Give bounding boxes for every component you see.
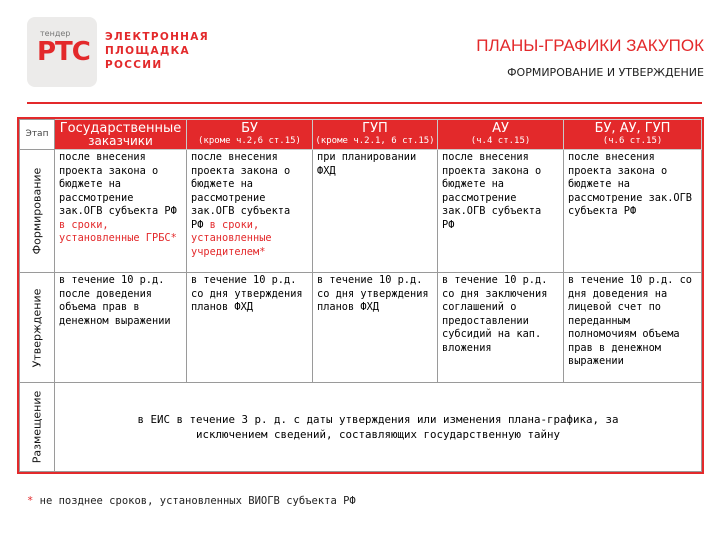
cell-formation-gup: при планировании ФХД: [313, 150, 438, 273]
cell-formation-bu: [187, 150, 313, 273]
column-header-sub: (ч.6 ст.15): [602, 135, 663, 146]
procurement-table: [17, 117, 704, 474]
stage-label-approval: Утверждение: [20, 273, 55, 383]
page-subtitle: ФОРМИРОВАНИЕ И УТВЕРЖДЕНИЕ: [507, 66, 704, 79]
column-header-main: БУ: [241, 120, 258, 136]
logo-small-text: тендер: [40, 29, 71, 38]
placement-text: в ЕИС в течение 3 р. д. с даты утверждения или изменения плана-графика, за исключением сведений, составляющих государственную тайну: [137, 413, 619, 441]
table-row-placement: [20, 383, 702, 472]
column-header-sub: (кроме ч.2,6 ст.15): [198, 135, 301, 146]
column-header-sub: (кроме ч.2.1, 6 ст.15): [315, 135, 435, 146]
cell-placement: [55, 383, 702, 472]
cell-formation-gov: [55, 150, 187, 273]
logo-line-2: ПЛОЩАДКА: [105, 45, 190, 57]
footnote: [27, 495, 356, 507]
footnote-marker: *: [27, 495, 34, 507]
cell-formation-au: после внесения проекта закона о бюджете на рассмотрение зак.ОГВ субъекта РФ: [438, 150, 564, 273]
column-header-main: ГУП: [362, 120, 388, 136]
table-row-approval: [20, 273, 702, 383]
logo-line-3: РОССИИ: [105, 59, 163, 71]
cell-approval-all: в течение 10 р.д. со дня доведения на лицевой счет по переданным полномочиям объема прав в денежном выражении: [564, 273, 702, 383]
title-divider: [27, 102, 702, 104]
column-header-gup: [313, 120, 438, 150]
column-header-sub: (ч.4 ст.15): [470, 135, 531, 146]
logo-wordmark: [105, 30, 209, 72]
footnote-text: не позднее сроков, установленных ВИОГВ субъекта РФ: [33, 495, 356, 507]
column-header-au: [438, 120, 564, 150]
page-title: ПЛАНЫ-ГРАФИКИ ЗАКУПОК: [476, 36, 704, 55]
header-row: [20, 120, 702, 150]
stage-label-formation: Формирование: [20, 150, 55, 273]
cell-formation-all: после внесения проекта закона о бюджете на рассмотрение зак.ОГВ субъекта РФ: [564, 150, 702, 273]
column-header-main: АУ: [492, 120, 509, 136]
cell-highlight-text: в сроки, установленные учредителем*: [191, 218, 272, 258]
column-header-bu: [187, 120, 313, 150]
table-row-formation: [20, 150, 702, 273]
logo-line-1: ЭЛЕКТРОННАЯ: [105, 31, 210, 43]
cell-approval-gup: в течение 10 р.д. со дня утверждения планов ФХД: [313, 273, 438, 383]
column-header-all: [564, 120, 702, 150]
cell-text: после внесения проекта закона о бюджете на рассмотрение зак.ОГВ субъекта РФ: [59, 151, 177, 217]
column-header-main: БУ, АУ, ГУП: [594, 120, 671, 136]
stage-column-header: Этап: [20, 120, 55, 150]
column-header-sub: заказчики: [88, 133, 153, 148]
cell-approval-au: в течение 10 р.д. со дня заключения соглашений о предоставлении субсидий на кап. вложения: [438, 273, 564, 383]
cell-approval-bu: в течение 10 р.д. со дня утверждения планов ФХД: [187, 273, 313, 383]
cell-text: после внесения проекта закона о бюджете на рассмотрение зак.ОГВ субъекта РФ: [191, 151, 291, 231]
column-header-gov: [55, 120, 187, 150]
cell-highlight-text: в сроки, установленные ГРБС*: [59, 218, 177, 244]
logo-mark: РТС: [37, 37, 90, 67]
cell-approval-gov: в течение 10 р.д. после доведения объема прав в денежном выражении: [55, 273, 187, 383]
stage-label-placement: Размещение: [20, 383, 55, 472]
column-header-main: Государственные: [59, 120, 182, 136]
